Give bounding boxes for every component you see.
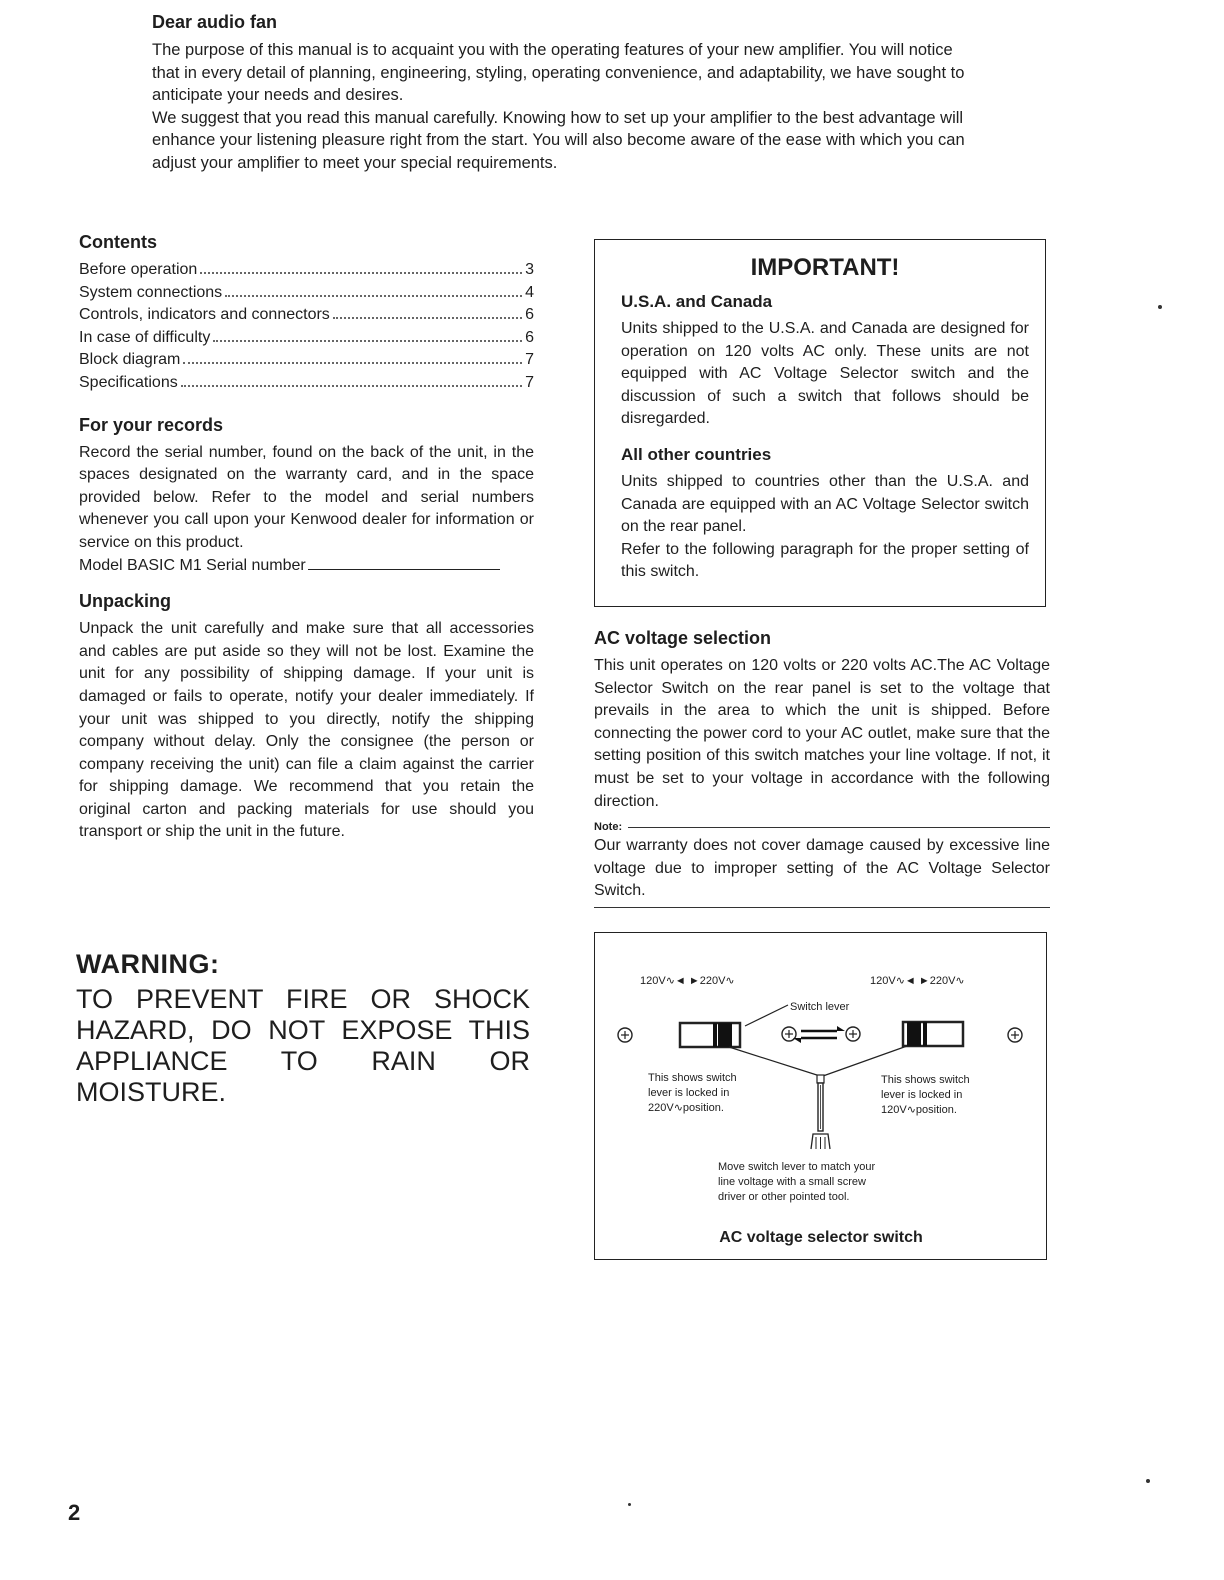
contents-item-page: 7 [525,373,534,391]
contents-item-page: 6 [525,306,534,324]
note-label: Note: [594,821,623,834]
contents-item-page: 7 [525,351,534,369]
scan-speck [1146,1479,1150,1483]
unpacking-text: Unpack the unit carefully and make sure that all accessories and cables are put aside so they will not be lost. Examine the unit for any possibility of shipping damage. If your unit is damaged or fails to operate, notify your dealer immediately. If your unit was shipped to you directly, notify the shipping company without delay. Only the consignee (the person or company receiving the unit) can file a claim against the carrier for shipping damage. We recommend that you retain the original carton and packing materials for use should you transport or ship the unit in the future. [79,620,534,841]
ac-voltage-selection [594,628,1050,908]
leader-dots [200,272,522,274]
note-header [594,821,1050,833]
switch-120v-icon [903,1022,963,1046]
leader-dots [225,295,522,297]
important-box [594,239,1046,607]
screw-icon [846,1027,860,1041]
contents-item-page: 4 [525,283,534,301]
contents-item-page: 3 [525,261,534,278]
leader-dots [183,362,522,364]
records-title: For your records [79,414,224,435]
contents-title: Contents [79,232,157,252]
other-countries-text-2: Refer to the following paragraph for the proper setting of this switch. [621,540,1029,581]
contents-item[interactable] [79,327,534,350]
intro-section [152,12,982,174]
leader-line [745,1005,788,1026]
records-text: Record the serial number, found on the back of the unit, in the spaces designated on the warranty card, and in the space provided below. Refer to the model and serial numbers whenever you call upon your Kenwood dealer for information or service on this product. [79,443,534,551]
screw-icon [618,1028,632,1042]
contents-list [79,259,534,395]
intro-title: Dear audio fan [152,12,278,32]
pointer-line-left [729,1047,820,1076]
contents-item-label: Before operation [79,261,198,278]
note-text: Our warranty does not cover damage caused by excessive line voltage due to improper setting of the AC Voltage Selector Switch. [594,837,1050,900]
warning-line-1: TO PREVENT FIRE OR SHOCK [76,984,530,1014]
important-title: IMPORTANT! [750,254,900,281]
contents-item[interactable] [79,349,534,372]
scan-speck [1158,305,1162,309]
intro-paragraph-1: The purpose of this manual is to acquaint you with the operating features of your new amplifier. You will notice that in every detail of planning, engineering, styling, operating convenience, and adaptability, we have sought to anticipate your needs and desires. [152,41,965,104]
contents-item[interactable] [79,259,534,282]
contents-item-label: Block diagram [79,351,181,369]
usa-canada-text: Units shipped to the U.S.A. and Canada are designed for operation on 120 volts AC only. These units are not equipped with AC Voltage Selector switch and the discussion of such a switch that follows should be disregarded. [621,320,1029,428]
leader-dots [181,385,522,387]
other-countries-title: All other countries [621,444,772,464]
leader-dots [333,317,522,319]
contents-item[interactable] [79,304,534,327]
note-divider [628,827,1050,828]
move-lever-caption: Move switch lever to match your line voltage with a small screw driver or other pointed tool. [718,1161,876,1203]
contents-item[interactable] [79,372,534,395]
page-number: 2 [68,1500,81,1525]
intro-paragraph-2: We suggest that you read this manual carefully. Knowing how to set up your amplifier to the best advantage will enhance your listening pleasure right from the start. You will also become aware of the ease with which you can adjust your amplifier to meet your special requirements. [152,108,965,172]
right-switch-caption: This shows switch lever is locked in 120V∿position. [881,1074,970,1116]
screw-icon [782,1027,796,1041]
right-scale-label: 120V∿◄ ►220V∿ [870,975,965,987]
contents-item[interactable] [79,282,534,305]
ac-selection-title: AC voltage selection [594,628,772,648]
contents-item-label: System connections [79,283,223,301]
usa-canada-title: U.S.A. and Canada [621,292,773,311]
ac-selector-diagram [594,932,1047,1260]
scan-speck [628,1503,631,1506]
ac-selection-text: This unit operates on 120 volts or 220 volts AC.The AC Voltage Selector Switch on the rear panel is set to the voltage that prevails in the area to which the unit is shipped. Before connecting the power cord to your AC outlet, make sure that the setting position of this switch matches your line voltage. If not, it must be set to your voltage in accordance with the following direction. [594,657,1050,810]
diagram-caption: AC voltage selector switch [719,1229,923,1246]
leader-dots [213,340,522,342]
contents-item-page: 6 [525,328,534,346]
contents-item-label: In case of difficulty [79,328,211,346]
serial-label: Model BASIC M1 Serial number [79,556,306,574]
warning-line-2: HAZARD, DO NOT EXPOSE THIS [76,1015,530,1045]
note-bottom-rule [594,907,1050,908]
pointer-line-right [823,1046,907,1076]
contents-item-label: Controls, indicators and connectors [79,306,330,324]
left-switch-caption: This shows switch lever is locked in 220V∿position. [648,1072,737,1114]
screwdriver-icon [811,1075,830,1149]
warning-block [76,949,530,1108]
exchange-arrows-icon [793,1026,845,1043]
left-column [79,232,534,844]
switch-lever-label: Switch lever [790,1001,850,1013]
contents-item-label: Specifications [79,373,178,391]
other-countries-text-1: Units shipped to countries other than the U.S.A. and Canada are equipped with an AC Voltage Selector switch on the rear panel. [621,472,1029,536]
unpacking-title: Unpacking [79,591,172,612]
left-scale-label: 120V∿◄ ►220V∿ [640,975,735,987]
warning-line-3: APPLIANCE TO RAIN OR MOISTURE. [76,1046,530,1107]
serial-number-line [79,555,534,578]
warning-title: WARNING: [76,949,220,979]
switch-220v-icon [680,1023,740,1047]
diagram-svg [595,933,1045,1258]
serial-blank [308,569,500,570]
screw-icon [1008,1028,1022,1042]
